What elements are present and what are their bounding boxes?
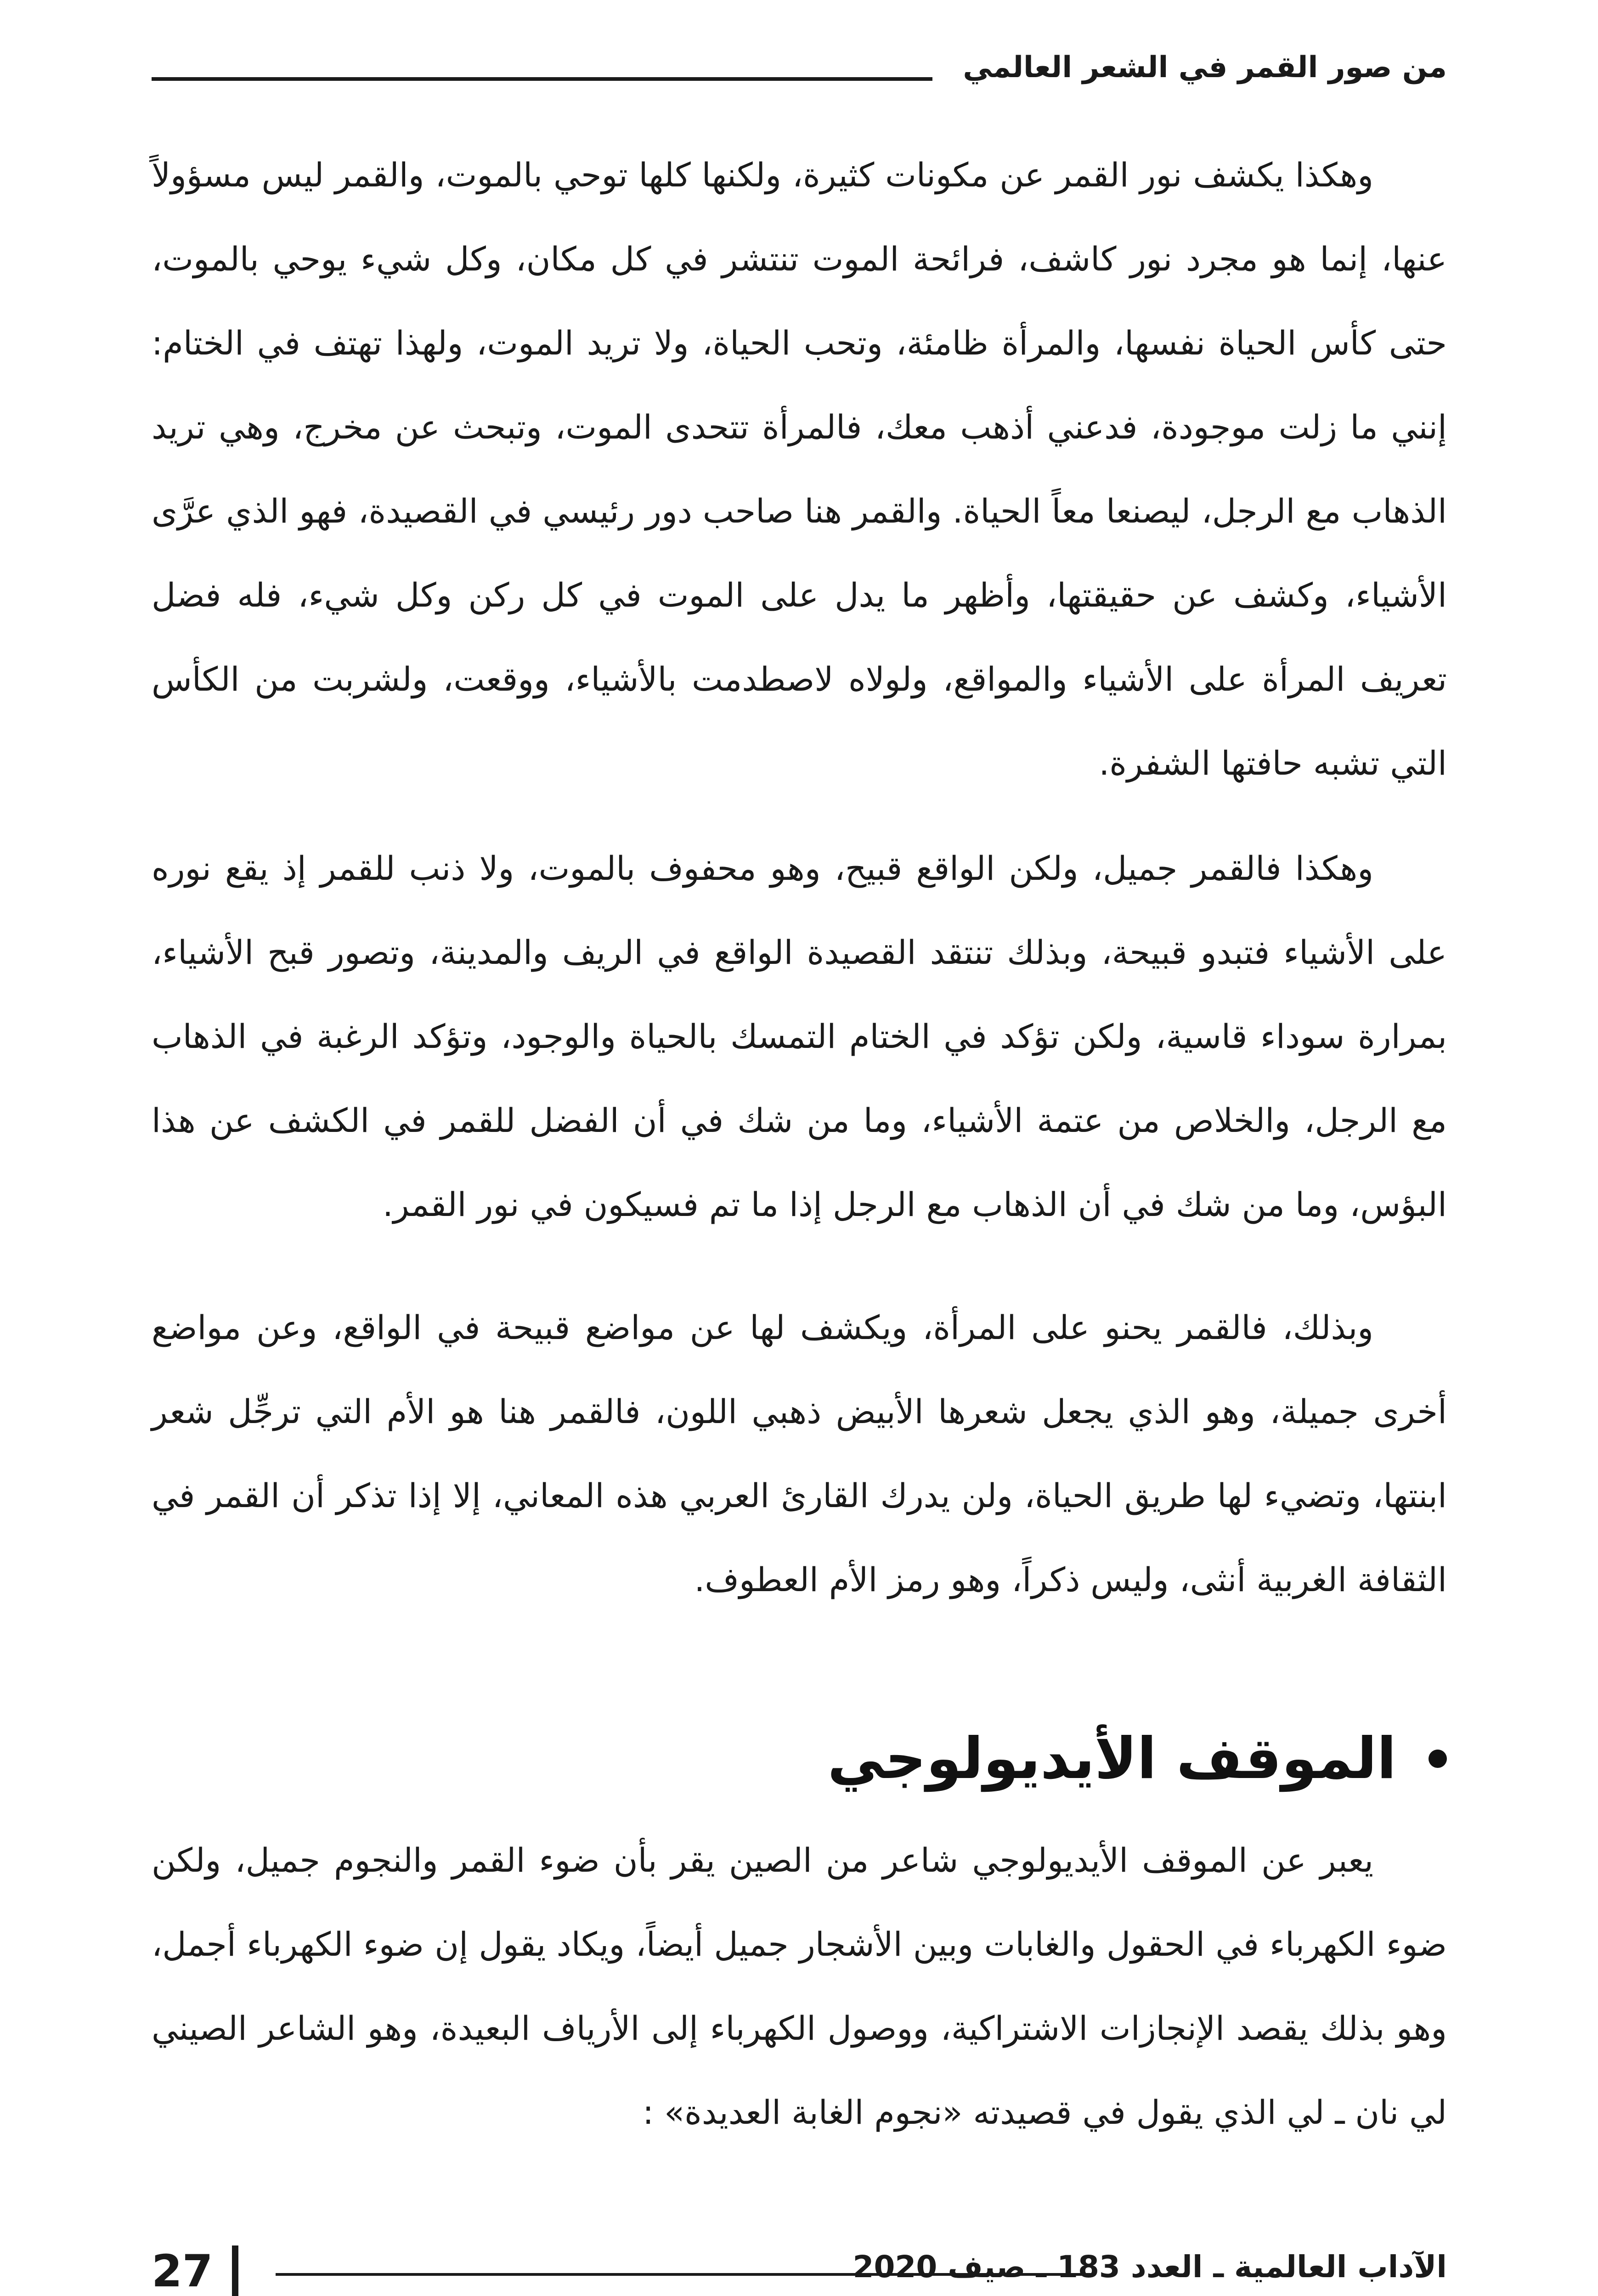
page-footer — [152, 2241, 1447, 2296]
page-number-divider — [232, 2245, 238, 2296]
paragraph-2 — [152, 827, 1447, 1247]
paragraph-text: يعبر عن الموقف الأيديولوجي شاعر من الصين يقر بأن ضوء القمر والنجوم جميل، ولكن ضوء الكهرباء في الحقول والغابات وبين الأشجار جميل أيضاً، ويكاد يقول إن ضوء الكهرباء أجمل، وهو بذلك يقصد الإنجازات الاشتراكية، ووصول الكهرباء إلى الأرياف البعيدة، وهو الشاعر الصيني لي نان ـ لي الذي يقول في قصيدته «نجوم الغابة العديدة» : — [152, 1841, 1447, 2132]
section-heading — [152, 1717, 1447, 1800]
journal-issue: الآداب العالمية ـ العدد 183 ـ صيف 2020 — [853, 2249, 1447, 2285]
bullet-icon — [1429, 1750, 1447, 1768]
paragraph-text: وهكذا يكشف نور القمر عن مكونات كثيرة، ولكنها كلها توحي بالموت، والقمر ليس مسؤولاً عنها، إنما هو مجرد نور كاشف، فرائحة الموت تنتشر في كل مكان، وكل شيء يوحي بالموت، حتى كأس الحياة نفسها، والمرأة ظامئة، وتحب الحياة، ولا تريد الموت، ولهذا تهتف في الختام: إنني ما زلت موجودة، فدعني أذهب معك، فالمرأة تتحدى الموت، وتبحث عن مخرج، وهي تريد الذهاب مع الرجل، ليصنعا معاً الحياة. والقمر هنا صاحب دور رئيسي في القصيدة، فهو الذي عرَّى الأشياء، وكشف عن حقيقتها، وأظهر ما يدل على الموت في كل ركن وكل شيء، فله فضل تعريف المرأة على الأشياء والمواقع، ولولاه لاصطدمت بالأشياء، ووقعت، ولشربت من الكأس التي تشبه حافتها الشفرة. — [152, 156, 1447, 782]
page-header — [152, 46, 1447, 101]
header-rule — [152, 77, 932, 81]
section-heading-text: الموقف الأيديولوجي — [827, 1726, 1396, 1792]
paragraph-text: وهكذا فالقمر جميل، ولكن الواقع قبيح، وهو محفوف بالموت، ولا ذنب للقمر إذ يقع نوره على الأشياء فتبدو قبيحة، وبذلك تنتقد القصيدة الواقع في الريف والمدينة، وتصور قبح الأشياء، بمرارة سوداء قاسية، ولكن تؤكد في الختام التمسك بالحياة والوجود، وتؤكد الرغبة في الذهاب مع الرجل، والخلاص من عتمة الأشياء، وما من شك في أن الفضل للقمر في الكشف عن هذا البؤس، وما من شك في أن الذهاب مع الرجل إذا ما تم فسيكون في نور القمر. — [152, 849, 1447, 1224]
page-number: 27 — [152, 2245, 213, 2296]
paragraph-4 — [152, 1818, 1447, 2155]
paragraph-3 — [152, 1286, 1447, 1622]
paragraph-text: وبذلك، فالقمر يحنو على المرأة، ويكشف لها عن مواضع قبيحة في الواقع، وعن مواضع أخرى جميلة، وهو الذي يجعل شعرها الأبيض ذهبي اللون، فالقمر هنا هو الأم التي ترجِّل شعر ابنتها، وتضيء لها طريق الحياة، ولن يدرك القارئ العربي هذه المعاني، إلا إذا تذكر أن القمر في الثقافة الغربية أنثى، وليس ذكراً، وهو رمز الأم العطوف. — [152, 1308, 1447, 1599]
paragraph-1 — [152, 133, 1447, 805]
running-title: من صور القمر في الشعر العالمي — [963, 51, 1447, 84]
